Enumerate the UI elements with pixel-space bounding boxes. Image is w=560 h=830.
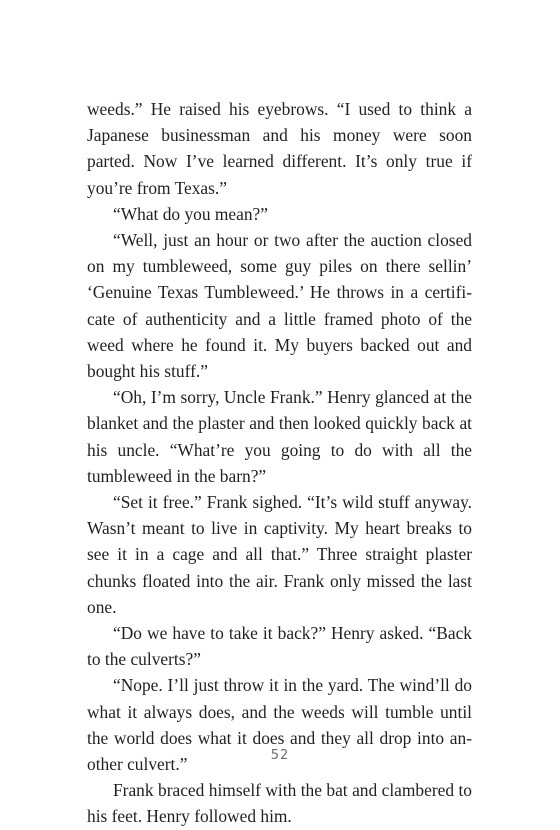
paragraph-8: Frank braced himself with the bat and clambered to his feet. Henry followed him.: [87, 780, 472, 827]
page-number: 52: [270, 748, 290, 763]
body-text: [87, 96, 472, 830]
paragraph-7: “Nope. I’ll just throw it in the yard. The wind’ll do what it always does, and the weeds will tumble until the world does what it does and they all drop into another culvert.”: [87, 675, 472, 775]
paragraph-5: “Set it free.” Frank sighed. “It’s wild stuff anyway. Wasn’t meant to live in captivity. My heart breaks to see it in a cage and all that.” Three straight plaster chunks floated into the air. Frank only missed the last one.: [87, 492, 472, 617]
paragraph-1: weeds.” He raised his eyebrows. “I used to think a Japanese businessman and his money were soon parted. Now I’ve learned different. It’s only true if you’re from Texas.”: [87, 99, 472, 198]
paragraph-4: “Oh, I’m sorry, Uncle Frank.” Henry glanced at the blanket and the plaster and then looked quickly back at his uncle. “What’re you going to do with all the tumbleweed in the barn?”: [87, 387, 472, 486]
paragraph-2: “What do you mean?”: [113, 203, 268, 224]
paragraph-6: “Do we have to take it back?” Henry asked. “Back to the culverts?”: [87, 623, 472, 670]
paragraph-3: “Well, just an hour or two after the auction closed on my tumbleweed, some guy piles on there sellin’ ‘Genuine Texas Tumbleweed.’ He throws in a certificate of authenticity and a little framed photo of the weed where he found it. My buyers backed out and bought his stuff.”: [87, 230, 472, 382]
